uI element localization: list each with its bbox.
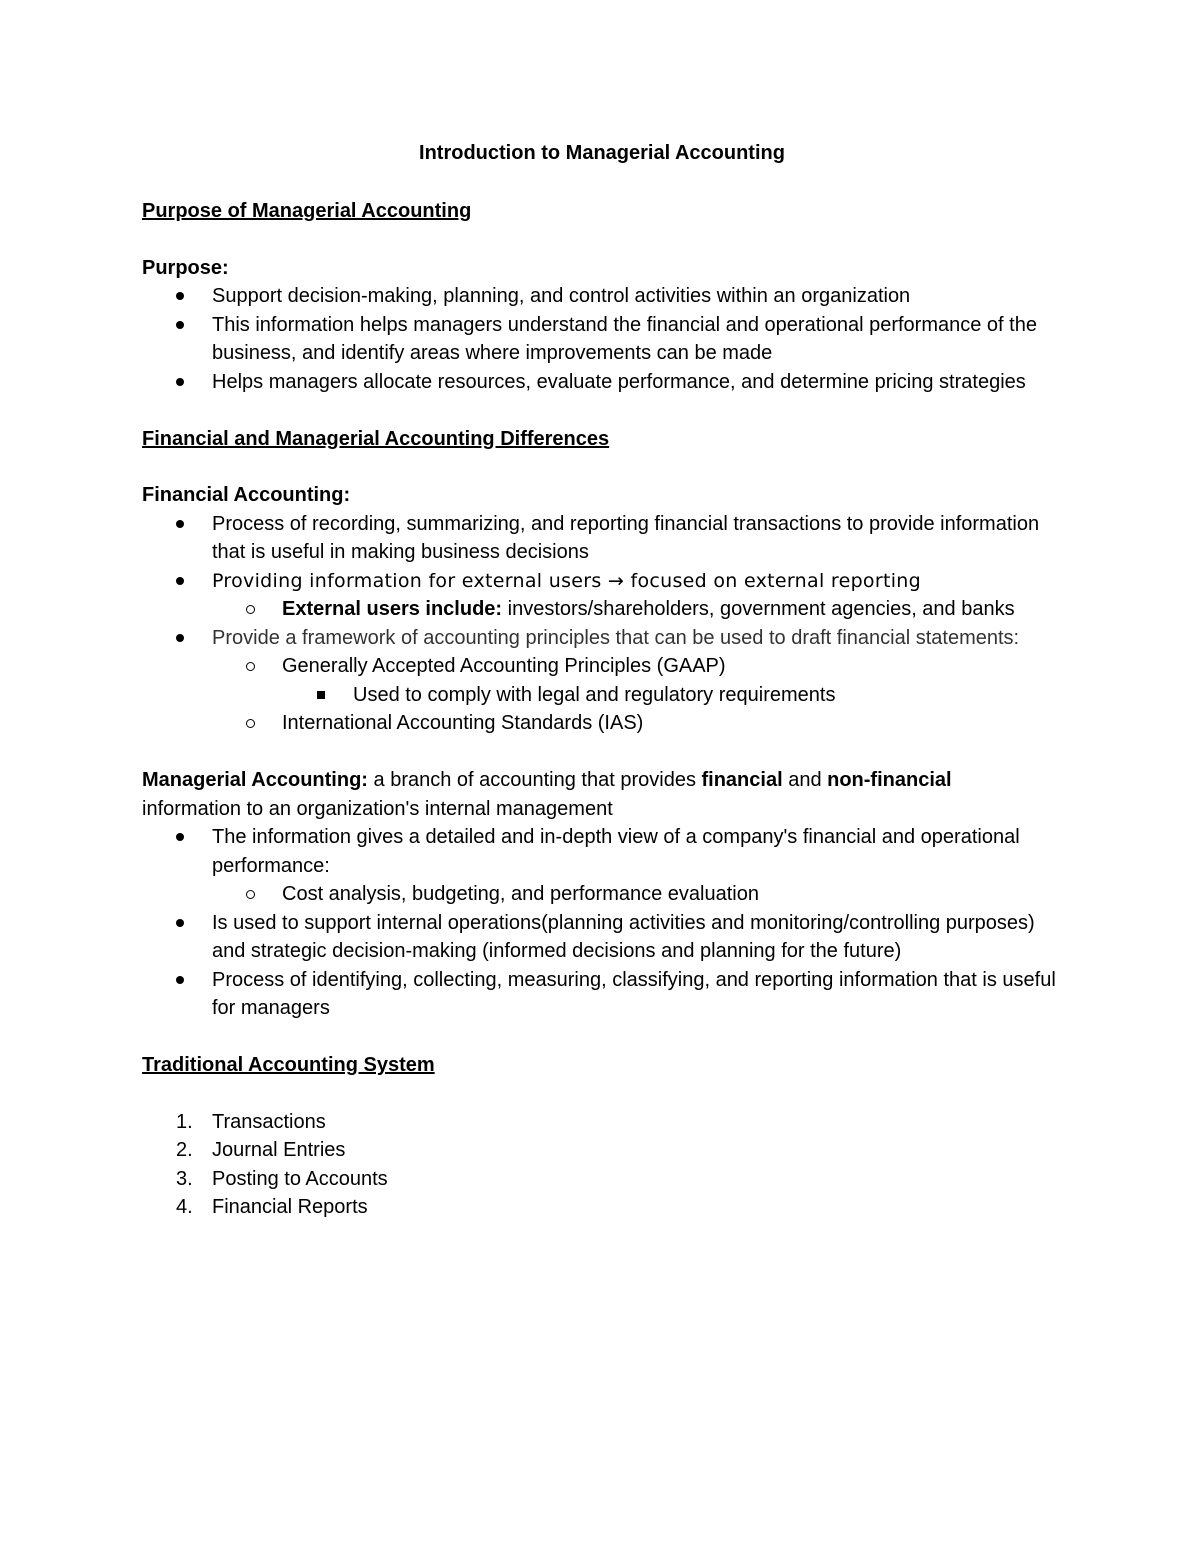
list-item: Process of recording, summarizing, and reporting financial transactions to provide information that is useful in making business decisions [142,510,1062,567]
list-item: 4. Financial Reports [176,1196,368,1218]
list-item: The information gives a detailed and in-depth view of a company's financial and operational performance: [142,823,1062,880]
bullet-dot-icon [176,378,184,386]
bullet-circle-icon [246,719,255,728]
list-item: Support decision-making, planning, and control activities within an organization [142,282,1062,311]
bullet-circle-icon [246,662,255,671]
purpose-label: Purpose: [142,256,229,279]
list-item: International Accounting Standards (IAS) [142,709,1062,738]
list-item: Process of identifying, collecting, measuring, classifying, and reporting information that is useful for managers [142,966,1062,1023]
bullet-dot-icon [176,577,184,585]
bullet-dot-icon [176,634,184,642]
list-item: 2. Journal Entries [176,1139,346,1161]
list-item: Provide a framework of accounting principles that can be used to draft financial statements: [142,624,1062,653]
list-item: Cost analysis, budgeting, and performance evaluation [142,880,1062,909]
list-item: External users include: investors/shareholders, government agencies, and banks [142,595,1062,624]
list-item: Generally Accepted Accounting Principles (GAAP) [142,652,1062,681]
managerial-bullet-list [142,823,1062,1023]
list-item: 3. Posting to Accounts [176,1167,388,1190]
section-heading-differences: Financial and Managerial Accounting Differences [142,427,610,450]
managerial-accounting-definition: Managerial Accounting: a branch of accounting that provides financial and non-financial information to an organization's internal management [142,769,952,820]
bullet-dot-icon [176,919,184,927]
document-title: Introduction to Managerial Accounting [419,142,785,164]
traditional-steps-list [142,1108,1062,1222]
list-item: 1. Transactions [176,1110,326,1133]
bullet-circle-icon [246,605,255,614]
bullet-dot-icon [176,976,184,984]
list-item: Providing information for external users → focused on external reporting [142,567,1062,596]
financial-accounting-label: Financial Accounting: [142,484,351,506]
section-heading-purpose: Purpose of Managerial Accounting [142,200,472,222]
bullet-dot-icon [176,833,184,841]
bullet-square-icon [317,691,325,699]
list-item: Helps managers allocate resources, evaluate performance, and determine pricing strategies [142,368,1062,397]
bullet-dot-icon [176,321,184,329]
section-heading-traditional: Traditional Accounting System [142,1054,435,1076]
list-item: This information helps managers understand the financial and operational performance of the business, and identify areas where improvements can be made [142,311,1062,368]
bullet-dot-icon [176,292,184,300]
purpose-bullet-list [142,282,1062,396]
document-page [142,139,1062,1222]
list-item: Used to comply with legal and regulatory requirements [142,681,1062,710]
bullet-circle-icon [246,890,255,899]
list-item: Is used to support internal operations(planning activities and monitoring/controlling purposes) and strategic decision-making (informed decisions and planning for the future) [142,909,1062,966]
bullet-dot-icon [176,520,184,528]
financial-bullet-list [142,510,1062,738]
